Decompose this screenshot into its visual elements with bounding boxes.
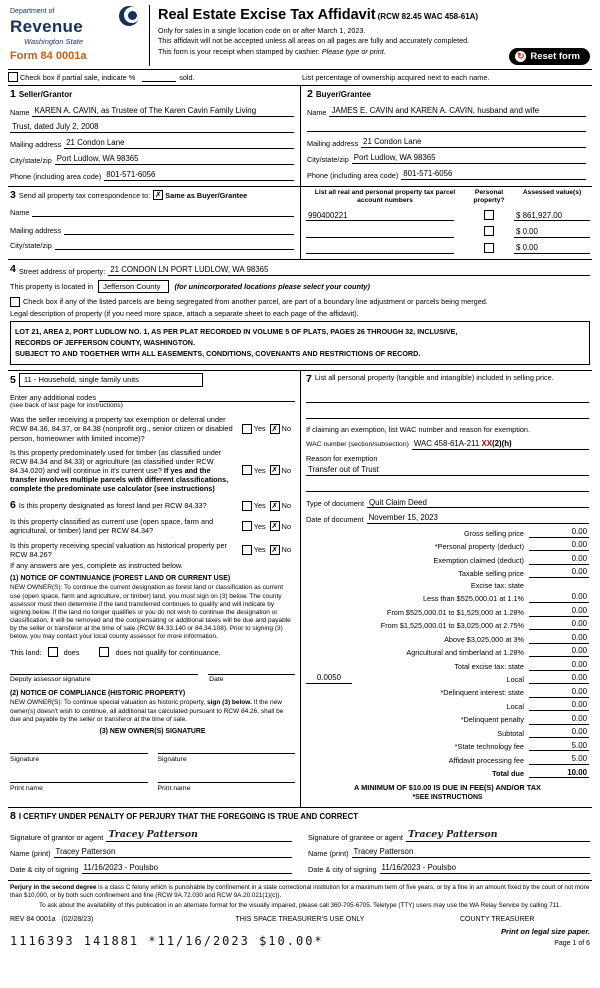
county-note: (for unincorporated locations please select your county) — [174, 282, 370, 292]
parcel-number-input-2[interactable] — [306, 228, 454, 238]
signature-label-2: Signature — [157, 756, 187, 764]
personal-property-input-2[interactable] — [306, 409, 589, 419]
grantee-date-input[interactable]: 11/16/2023 - Poulsbo — [380, 863, 590, 874]
seller-phone-label: Phone (including area code) — [10, 171, 102, 181]
notice-compliance-title: (2) NOTICE OF COMPLIANCE (HISTORIC PROPERTY) — [10, 689, 186, 697]
same-as-buyer-label: Same as Buyer/Grantee — [165, 190, 248, 200]
form-footer — [8, 881, 592, 949]
parcel-row — [306, 210, 590, 221]
correspondence-section — [8, 187, 300, 259]
new-owners-signature-title: (3) NEW OWNER(S) SIGNATURE — [99, 727, 206, 735]
header-note-3: This form is your receipt when stamped by cashier. Please type or print. — [158, 46, 386, 56]
tier4-tax-input[interactable]: 0.00 — [529, 633, 589, 644]
parcel-number-input-3[interactable] — [306, 244, 454, 254]
notice-continuance-body: NEW OWNER(S): To continue the current designation as forest land or classification as current use (open space, farm and agriculture, or timber) land, you must sign on (3) below. The county assessor must then determine if the land transferred continues to qualify and will indicate by signing below. If the land no longer qualifies or you do not wish to continue the designation or classification, it will be removed and the compensating or additional taxes will be due and payable by the seller or transferor at the time of sale (RCW 84.33.140 or 84.34.108). Prior to signing (3) below, you may contact your local county assessor for more information. — [10, 584, 291, 641]
forest-yes-no: Yes ✗ No — [242, 499, 295, 512]
answers-note: If any answers are yes, complete as instructed below. — [10, 560, 183, 570]
buyer-city-input[interactable]: Port Ludlow, WA 98365 — [352, 153, 586, 164]
see-instructions-note: *SEE INSTRUCTIONS — [412, 793, 483, 801]
exemption-claimed-input[interactable]: 0.00 — [529, 554, 589, 565]
buyer-phone-label: Phone (including area code) — [307, 170, 399, 180]
tier3-tax-input[interactable]: 0.00 — [529, 619, 589, 630]
tax-row-local: 0.0050 Local 0.00 — [306, 673, 589, 684]
reset-form-icon: ↻ — [517, 51, 525, 62]
correspondence-intro: Send all property tax correspondence to: — [18, 190, 151, 200]
seller-title: Seller/Grantor — [18, 90, 73, 100]
tax-row-tier1: Less than $525,000.01 at 1.1% 0.00 — [422, 592, 587, 604]
agency-subtitle: Washington State — [24, 37, 84, 46]
grantee-print-name-input[interactable]: Tracey Patterson — [352, 847, 590, 858]
land-does-checkbox[interactable] — [48, 647, 58, 657]
legal-description-label: Legal description of property (if you need more space, attach a separate sheet to each page of the affidavit). — [10, 309, 359, 319]
street-address-label: Street address of property: — [18, 266, 106, 276]
revenue-logo-icon — [119, 6, 139, 26]
grantee-signature-input[interactable]: Tracey Patterson — [406, 829, 590, 842]
agency-name: Revenue — [10, 16, 83, 36]
land-does-not-checkbox[interactable] — [99, 647, 109, 657]
form-number: Form 84 0001a — [10, 50, 87, 63]
tax-row-exemption-deduct: Exemption claimed (deduct) 0.00 — [433, 553, 587, 565]
tax-row-subtotal: Subtotal 0.00 — [497, 727, 587, 738]
correspondence-mailing-label: Mailing address — [10, 225, 62, 235]
same-as-buyer-checkbox[interactable]: ✗ — [155, 190, 162, 200]
timber-question: Is this property predominately used for timber (as classified under RCW 84.34 and 84.33) or agriculture (as classified under RCW 84.34.020) and will continue in it's current use? If yes and the transfer involves multiple parcels with different classifications, complete the predominate use calculator (see instructions) Yes ✗ No — [10, 448, 295, 494]
certification-section — [8, 808, 592, 881]
personal-property-input-1[interactable] — [306, 393, 589, 403]
partial-sale-percent-input[interactable] — [142, 73, 176, 82]
grantee-signature-label: Signature of grantee or agent — [308, 833, 403, 843]
correspondence-city-input[interactable] — [55, 240, 294, 250]
buyer-name-label: Name — [307, 108, 327, 118]
partial-sale-row — [8, 70, 592, 86]
left-column — [8, 371, 300, 807]
timber-no-checkbox[interactable]: ✗ — [271, 465, 278, 475]
section-1-number: 1 — [10, 88, 16, 101]
parcel-col-assessed-header: Assessed value(s) — [522, 188, 582, 196]
section-2-number: 2 — [307, 88, 313, 101]
timber-yes-checkbox[interactable] — [242, 465, 252, 475]
tax-row-delinquent-penalty: *Delinquent penalty 0.00 — [460, 713, 587, 725]
correspondence-parcel-section — [8, 187, 592, 260]
section-4-number: 4 — [10, 262, 16, 275]
seller-section — [8, 86, 300, 186]
personal-property-checkbox-3[interactable] — [484, 243, 494, 253]
grantee-date-label: Date & city of signing — [308, 864, 377, 874]
delinquent-penalty-input[interactable]: 0.00 — [529, 714, 589, 725]
agricultural-tax-input[interactable]: 0.00 — [529, 646, 589, 657]
tier1-tax-input[interactable]: 0.00 — [529, 592, 589, 603]
certification-title: I CERTIFY UNDER PENALTY OF PERJURY THAT THE FOREGOING IS TRUE AND CORRECT — [18, 812, 359, 822]
grantor-print-name-label: Name (print) — [10, 849, 51, 859]
assessed-value-input-1[interactable]: $ 861,927.00 — [514, 211, 590, 222]
tax-row-processing-fee: Affidavit processing fee 5.00 — [448, 754, 587, 765]
grantor-print-name-input[interactable]: Tracey Patterson — [54, 847, 292, 858]
wac-strike-mark: XX — [481, 438, 492, 448]
street-address-input[interactable]: 21 CONDON LN PORT LUDLOW, WA 98365 — [108, 265, 590, 276]
page-number: Page 1 of 6 — [554, 939, 590, 947]
new-owner-print-name-input-1[interactable] — [10, 773, 148, 783]
buyer-title: Buyer/Grantee — [315, 90, 371, 100]
does-label: does — [63, 648, 80, 658]
state-technology-fee-input[interactable]: 5.00 — [529, 741, 589, 752]
historic-no-checkbox[interactable]: ✗ — [271, 544, 278, 554]
correspondence-name-label: Name — [10, 207, 30, 217]
tax-row-taxable: Taxable selling price 0.00 — [458, 567, 587, 579]
section-3-number: 3 — [10, 188, 16, 201]
affidavit-processing-fee-input[interactable]: 5.00 — [529, 754, 589, 765]
seller-buyer-section — [8, 86, 592, 187]
taxable-selling-price-input[interactable]: 0.00 — [529, 567, 589, 578]
seller-mailing-input[interactable]: 21 Condon Lane — [64, 138, 294, 149]
deputy-date-label: Date — [209, 676, 224, 684]
seller-phone-input[interactable]: 801-571-6056 — [104, 170, 294, 181]
buyer-name-input-line2[interactable] — [307, 122, 586, 132]
type-of-document-label: Type of document — [306, 499, 365, 509]
seller-name-input-line2[interactable]: Trust, dated July 2, 2008 — [10, 122, 294, 133]
buyer-section — [300, 86, 592, 186]
rev-date: (02/28/23) — [61, 915, 94, 923]
header-note-2: This affidavit will not be accepted unless all areas on all pages are fully and accurately completed. — [158, 36, 470, 46]
reason-for-exemption-input-2[interactable] — [306, 482, 589, 492]
exemption-question: Was the seller receiving a property tax exemption or deferral under RCW 84.36, 84.37, or 84.38 (nonprofit org., senior citizen or disabled person, homeowner with limited income)? Yes ✗ No — [10, 415, 295, 442]
assessed-value-input-2[interactable]: $ 0.00 — [514, 227, 590, 238]
notice-compliance-body: NEW OWNER(S): To continue special valuation as historic property, sign (3) below. If the new owner(s) doesn't wish to continue, all additional tax calculated pursuant to RCW 84.26, shall be due and payable by the seller or transferor at the time of sale. — [10, 699, 284, 723]
exemption-yes-checkbox[interactable] — [242, 424, 252, 434]
personal-property-intro: List all personal property (tangible and intangible) included in selling price. — [314, 373, 554, 383]
buyer-name-input[interactable]: JAMES E. CAVIN and KAREN A. CAVIN, husband and wife — [329, 106, 586, 117]
legal-paper-note: Print on legal size paper. — [500, 927, 590, 937]
grantor-date-label: Date & city of signing — [10, 864, 79, 874]
tax-row-delinquent-interest-state: *Delinquent interest: state 0.00 — [440, 686, 587, 698]
additional-codes-label: Enter any additional codes — [10, 392, 96, 402]
seller-name-label: Name — [10, 108, 30, 118]
date-of-document-label: Date of document — [306, 515, 364, 525]
county-treasurer-label: COUNTY TREASURER — [459, 915, 535, 923]
form-header — [8, 5, 592, 70]
form-title: Real Estate Excise Tax Affidavit — [158, 7, 376, 23]
seller-mailing-label: Mailing address — [10, 139, 62, 149]
tax-row-gross: Gross selling price 0.00 — [463, 526, 587, 538]
wac-number-input[interactable]: WAC 458-61A-211 XX(2)(h) — [412, 439, 589, 450]
additional-codes-input[interactable] — [99, 392, 295, 402]
delinquent-interest-state-input[interactable]: 0.00 — [529, 687, 589, 698]
partial-sale-checkbox[interactable] — [8, 72, 18, 82]
cashier-stamp: 1116393 141881 *11/16/2023 $10.00* — [10, 933, 324, 948]
section-8-number: 8 — [10, 810, 16, 823]
grantor-signature-input[interactable]: Tracey Patterson — [106, 829, 292, 842]
personal-property-checkbox-1[interactable] — [484, 210, 494, 220]
legal-description-input[interactable]: LOT 21, AREA 2, PORT LUDLOW NO. 1, AS PER PLAT RECORDED IN VOLUME 5 OF PLATS, PAGES 26 THROUGH 32, INCLUSIVE, RECORDS OF JEFFERSON COUNTY, WASHINGTON. SUBJECT TO AND TOGETHER WITH ALL EASEMENTS, CONDITIONS, COVENANTS AND RESTRICTIONS OF RECORD. — [10, 321, 590, 365]
alternate-format-note: To ask about the availability of this publication in an alternate format for the visually impaired, please call 360-705-6705. Teletype (TTY) users may use the WA Relay Service by calling 711. — [38, 901, 562, 909]
tax-row-delinquent-interest-local: Local 0.00 — [506, 700, 587, 711]
section-6-number: 6 — [10, 499, 16, 512]
exemption-intro: If claiming an exemption, list WAC number and reason for exemption. — [306, 424, 531, 434]
tier2-tax-input[interactable]: 0.00 — [529, 606, 589, 617]
timber-yes-no: Yes ✗ No — [242, 448, 295, 494]
local-tax-input[interactable]: 0.00 — [529, 673, 589, 684]
deputy-assessor-label: Deputy assessor signature — [10, 676, 91, 684]
print-name-label-2: Print name — [157, 784, 191, 792]
personal-property-checkbox-2[interactable] — [484, 226, 494, 236]
seller-city-input[interactable]: Port Ludlow, WA 98365 — [55, 154, 294, 165]
deputy-assessor-signature-input[interactable] — [10, 665, 198, 675]
current-use-yes-checkbox[interactable] — [242, 521, 252, 531]
current-use-yes-no: Yes ✗ No — [242, 517, 295, 535]
minimum-due-note: A MINIMUM OF $10.00 IS DUE IN FEE(S) AND/OR TAX — [354, 783, 541, 793]
historic-yes-no: Yes ✗ No — [242, 541, 295, 559]
deputy-date-input[interactable] — [208, 665, 295, 675]
tax-row-tier2: From $525,000.01 to $1,525,000 at 1.28% 0.00 — [386, 605, 587, 617]
tax-row-excise-header: Excise tax: state — [470, 580, 524, 590]
ownership-note: List percentage of ownership acquired next to each name. — [302, 73, 490, 83]
parcel-row — [306, 243, 590, 254]
seller-name-input[interactable]: KAREN A. CAVIN, as Trustee of The Karen Cavin Family Living — [32, 106, 294, 117]
date-of-document-input[interactable]: November 15, 2023 — [367, 513, 589, 524]
signature-label-1: Signature — [10, 756, 40, 764]
parcel-number-input[interactable]: 990400221 — [306, 211, 454, 222]
tax-row-tier3: From $1,525,000.01 to $3,025,000 at 2.75% 0.00 — [380, 619, 587, 631]
current-use-question: Is this property classified as current use (open space, farm and agricultural, or timber) land per RCW 84.34? Yes ✗ No — [10, 517, 295, 535]
personal-property-section — [300, 371, 592, 807]
forest-land-question: 6 Is this property designated as forest land per RCW 84.33? Yes ✗ No — [10, 499, 295, 512]
subtotal-input[interactable]: 0.00 — [529, 727, 589, 738]
historic-yes-checkbox[interactable] — [242, 545, 252, 555]
perjury-statement: Perjury in the second degree is a class C felony which is punishable by confinement in a state correctional institution for a maximum term of five years, or by a fine in an amount fixed by the court of not more than $10,000, or by both such confinement and fine (RCW 9A.72.030 and RCW 9A.20.021(1)(c)). — [10, 884, 590, 899]
exemption-yes-no: Yes ✗ No — [242, 415, 295, 442]
use-land-personal-section — [8, 371, 592, 808]
partial-sale-label: Check box if partial sale, indicate % — [20, 73, 136, 83]
buyer-phone-input[interactable]: 801-571-6056 — [401, 169, 586, 180]
reason-for-exemption-label: Reason for exemption — [306, 453, 378, 463]
reason-for-exemption-input[interactable]: Transfer out of Trust — [306, 465, 589, 476]
segregated-checkbox[interactable] — [10, 297, 20, 307]
buyer-mailing-label: Mailing address — [307, 138, 359, 148]
print-name-label-1: Print name — [10, 784, 43, 792]
forest-yes-checkbox[interactable] — [242, 501, 252, 511]
tax-row-total-due: Total due 10.00 — [492, 767, 587, 779]
section-7-number: 7 — [306, 373, 312, 386]
local-rate-input[interactable]: 0.0050 — [306, 673, 352, 684]
county-select[interactable]: Jefferson County — [98, 280, 169, 293]
this-land-label: This land: — [10, 648, 42, 658]
reset-form-button[interactable]: ↻ Reset form — [509, 48, 590, 65]
parcel-col-numbers-header: List all real and personal property tax parcel account numbers — [314, 188, 456, 204]
grantee-print-name-label: Name (print) — [308, 849, 349, 859]
new-owner-signature-input-1[interactable] — [10, 744, 148, 754]
buyer-city-label: City/state/zip — [307, 154, 349, 164]
section-5-number: 5 — [10, 373, 16, 386]
notice-continuance-title: (1) NOTICE OF CONTINUANCE (FOREST LAND OR CURRENT USE) — [10, 574, 231, 582]
personal-property-deduct-input[interactable]: 0.00 — [529, 540, 589, 551]
dept-of-label: Department of — [10, 8, 55, 15]
rev-number: REV 84 0001a — [10, 915, 56, 923]
does-not-label: does not qualify for continuance. — [115, 648, 221, 658]
current-use-no-checkbox[interactable]: ✗ — [271, 521, 278, 531]
property-section — [8, 260, 592, 372]
tax-row-personal-deduct: *Personal property (deduct) 0.00 — [434, 540, 587, 552]
correspondence-mailing-input[interactable] — [64, 225, 294, 235]
wac-number-label: WAC number (section/subsection) — [306, 441, 409, 449]
gross-selling-price-input[interactable]: 0.00 — [529, 527, 589, 538]
exemption-no-checkbox[interactable]: ✗ — [271, 423, 278, 433]
located-in-label: This property is located in — [10, 282, 94, 292]
header-note-1: Only for sales in a single location code on or after March 1, 2023. — [158, 25, 366, 35]
tax-row-technology-fee: *State technology fee 5.00 — [454, 740, 587, 752]
type-of-document-input[interactable]: Quit Claim Deed — [367, 498, 589, 509]
buyer-mailing-input[interactable]: 21 Condon Lane — [361, 137, 586, 148]
grantor-date-input[interactable]: 11/16/2023 - Poulsbo — [82, 863, 292, 874]
grantor-signature-label: Signature of grantor or agent — [10, 833, 104, 843]
land-use-code-select[interactable]: 11 - Household, single family units — [19, 373, 203, 386]
assessed-value-input-3[interactable]: $ 0.00 — [514, 243, 590, 254]
delinquent-interest-local-input[interactable]: 0.00 — [529, 700, 589, 711]
treasurer-space-label: THIS SPACE TREASURER'S USE ONLY — [235, 915, 365, 923]
seller-city-label: City/state/zip — [10, 155, 52, 165]
total-excise-state-input[interactable]: 0.00 — [529, 660, 589, 671]
sold-label: sold. — [179, 73, 195, 83]
parcel-table — [300, 187, 592, 259]
new-owner-signature-input-2[interactable] — [158, 744, 296, 754]
land-qualify-row — [10, 647, 295, 657]
segregated-label: Check box if any of the listed parcels are being segregated from another parcel, are part of a boundary line adjustment or parcels being merged. — [23, 297, 488, 307]
agency-logo-block — [8, 5, 150, 66]
parcel-row — [306, 226, 590, 237]
tax-row-tier4: Above $3,025,000 at 3% 0.00 — [444, 632, 587, 644]
correspondence-name-input[interactable] — [32, 207, 294, 217]
parcel-col-personal-header: Personal property? — [473, 188, 505, 204]
historic-question: Is this property receiving special valuation as historical property per RCW 84.26? Yes ✗ No — [10, 541, 295, 559]
form-title-reference: (RCW 82.45 WAC 458-61A) — [377, 12, 479, 21]
correspondence-city-label: City/state/zip — [10, 240, 52, 250]
tax-row-total-state: Total excise tax: state 0.00 — [454, 659, 587, 671]
tax-row-agricultural: Agricultural and timberland at 1.28% 0.00 — [406, 646, 587, 658]
new-owner-print-name-input-2[interactable] — [158, 773, 296, 783]
total-due-input[interactable]: 10.00 — [529, 768, 589, 779]
forest-no-checkbox[interactable]: ✗ — [271, 500, 278, 510]
additional-codes-note: (see back of last page for instructions) — [10, 401, 123, 409]
